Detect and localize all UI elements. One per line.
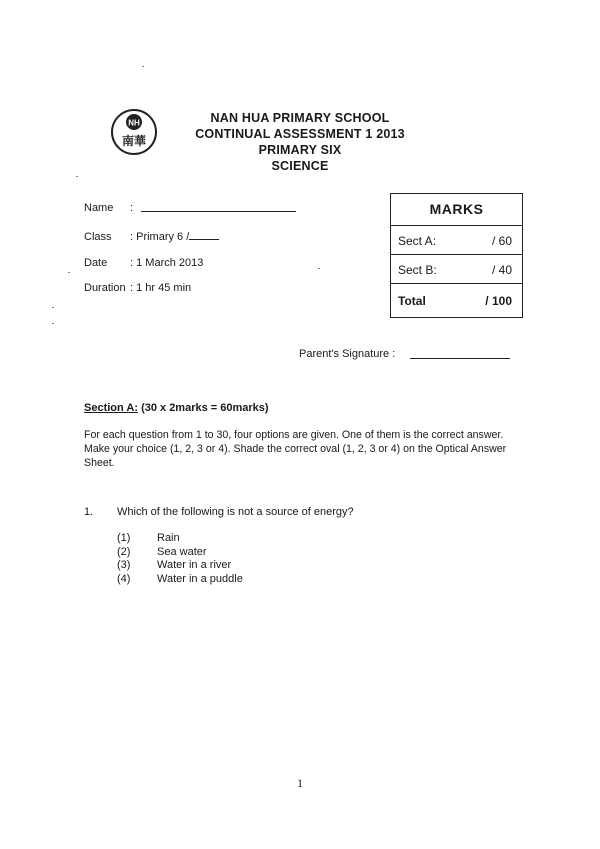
marks-label: Sect B: [398,263,437,277]
marks-label: Sect A: [398,234,437,248]
marks-table [390,193,523,318]
marks-row-sect-a [391,226,522,255]
scan-speck [76,176,78,177]
date-label: Date [84,257,108,269]
marks-title: MARKS [391,194,522,226]
date-value: : 1 March 2013 [130,257,204,269]
duration-value: : 1 hr 45 min [130,282,192,294]
marks-row-total [391,284,522,317]
option-item [117,559,243,573]
scan-speck [52,323,54,324]
date-row [84,257,203,269]
option-item [117,573,243,587]
section-a-instructions: For each question from 1 to 30, four options are given. One of them is the correct answer. Make your choice (1, 2, 3 or 4). Shade the correct oval (1, 2, 3 or 4) on the Optical Answer Sheet. [84,429,507,469]
class-value: : Primary 6 / [130,231,190,243]
section-a-marks: (30 x 2marks = 60marks) [141,402,269,414]
option-number: (2) [117,545,131,558]
page-number: 1 [297,776,303,790]
name-colon: : [130,202,134,214]
question-options [117,532,243,586]
marks-label: Total [398,294,426,308]
option-text: Water in a river [157,559,232,571]
name-field[interactable] [141,211,296,212]
option-number: (4) [117,572,131,585]
name-label: Name [84,202,114,214]
option-text: Water in a puddle [157,572,243,585]
scan-speck [68,272,70,273]
option-number: (3) [117,559,131,571]
class-field[interactable] [189,230,219,240]
option-item [117,532,243,546]
parent-signature-field[interactable] [410,358,510,359]
option-item [117,546,243,560]
marks-row-sect-b [391,255,522,284]
marks-value: / 40 [491,263,512,277]
subject-title: SCIENCE [271,159,329,173]
logo-chinese-text: 南華 [121,134,147,148]
duration-row [84,282,191,294]
question-text: Which of the following is not a source of energy? [117,506,354,518]
assessment-title: CONTINUAL ASSESSMENT 1 2013 [195,127,405,141]
marks-value: / 100 [485,294,512,308]
duration-label: Duration [84,282,126,294]
parent-signature-label: Parent's Signature : [299,348,396,360]
section-a-title: Section A: [84,402,138,414]
scan-speck [318,268,320,269]
scan-speck [52,307,54,308]
page-header [170,110,430,174]
level-title: PRIMARY SIX [258,143,342,157]
name-row [84,202,133,214]
section-a-heading [84,402,269,414]
option-text: Rain [157,532,180,544]
option-number: (1) [117,532,131,544]
question-number: 1. [84,506,94,518]
scan-speck [142,66,144,67]
class-row [84,230,219,243]
school-logo [110,108,158,156]
class-label: Class [84,231,112,243]
option-text: Sea water [157,545,207,558]
logo-monogram: NH [128,118,140,128]
marks-value: / 60 [491,234,512,248]
school-name: NAN HUA PRIMARY SCHOOL [210,111,390,125]
